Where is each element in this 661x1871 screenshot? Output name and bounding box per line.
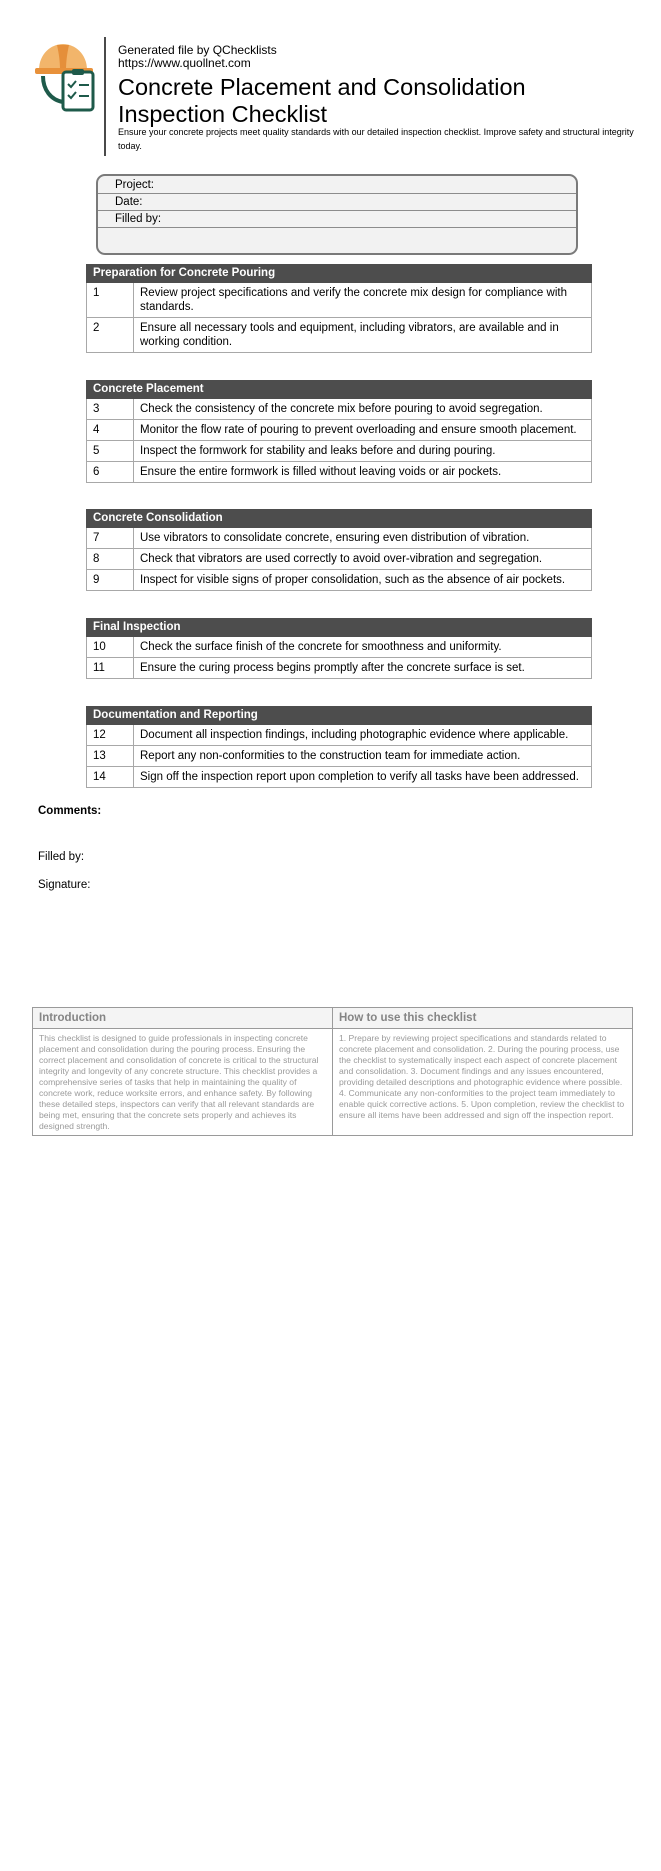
item-text: Ensure the entire formwork is filled without leaving voids or air pockets. [140,466,502,478]
section-title: Documentation and Reporting [86,706,592,725]
item-text: Inspect the formwork for stability and leaks before and during pouring. [140,445,496,457]
checklist-row[interactable] [86,399,592,420]
header-divider [104,37,106,156]
source-url[interactable]: https://www.quollnet.com [118,56,251,70]
item-text: Inspect for visible signs of proper consolidation, such as the absence of air pockets. [140,574,566,586]
item-number: 11 [87,658,134,678]
item-number: 6 [87,462,134,482]
item-number: 10 [87,637,134,657]
section-preparation [86,264,592,353]
hard-hat-checklist-logo-icon [33,40,103,112]
introduction-text: This checklist is designed to guide professionals in inspecting concrete placement and consolidation during the pouring process. Ensuring the correct placement and consolidation of concrete is critical to the structural integrity and longevity of any concrete structure. This checklist provides a comprehensive series of tasks that help in maintaining the quality of concrete work, reduce worksite errors, and enhance safety. By following these detailed steps, inspectors can verify that all relevant standards are being met, ensuring that the concrete sets properly and achieves its designed strength. [39,1033,319,1131]
checklist-row[interactable] [86,725,592,746]
introduction-column [33,1008,332,1135]
signature-label: Signature: [38,879,91,891]
item-text: Review project specifications and verify the concrete mix design for compliance with standards. [140,287,567,313]
item-number: 5 [87,441,134,461]
checklist-row[interactable] [86,549,592,570]
checklist-row[interactable] [86,570,592,591]
filled-by-label: Filled by: [38,851,85,863]
item-text: Ensure the curing process begins promptly after the concrete surface is set. [140,662,525,674]
checklist-row[interactable] [86,420,592,441]
howto-text: 1. Prepare by reviewing project specifications and standards related to concrete placement and consolidation. 2. During the pouring process, use the checklist to systematically inspect each aspect of concrete placement and consolidation. 3. Document findings and any issues encountered, providing detailed descriptions and photographic evidence where possible. 4. Communicate any non-conformities to the project team immediately to enable quick corrective actions. 5. Upon completion, review the checklist to ensure all items have been addressed and sign off the inspection report. [339,1033,625,1120]
item-text: Check the surface finish of the concrete for smoothness and uniformity. [140,641,502,653]
checklist-row[interactable] [86,658,592,679]
comments-label: Comments: [38,805,102,817]
item-number: 12 [87,725,134,745]
item-text: Ensure all necessary tools and equipment, including vibrators, are available and in working condition. [140,322,559,348]
page-subtitle: Ensure your concrete projects meet quality standards with our detailed inspection checklist. Improve safety and structural integrity today. [118,127,634,151]
checklist-row[interactable] [86,637,592,658]
section-final-inspection [86,618,592,679]
project-field[interactable]: Project: [98,176,576,194]
item-number: 1 [87,283,134,317]
checklist-row[interactable] [86,283,592,318]
checklist-row[interactable] [86,767,592,788]
checklist-row[interactable] [86,528,592,549]
page-title: Concrete Placement and Consolidation Inspection Checklist [118,74,526,127]
checklist-row[interactable] [86,441,592,462]
section-title: Concrete Placement [86,380,592,399]
howto-column [332,1008,632,1135]
generated-by-text: Generated file by QChecklists [118,43,277,57]
item-number: 9 [87,570,134,590]
item-text: Use vibrators to consolidate concrete, ensuring even distribution of vibration. [140,532,530,544]
section-title: Final Inspection [86,618,592,637]
item-number: 4 [87,420,134,440]
intro-table [32,1007,633,1136]
section-title: Concrete Consolidation [86,509,592,528]
item-text: Sign off the inspection report upon completion to verify all tasks have been addressed. [140,771,579,783]
filled-by-field[interactable]: Filled by: [98,211,576,228]
date-field[interactable]: Date: [98,194,576,211]
checklist-row[interactable] [86,462,592,483]
item-number: 7 [87,528,134,548]
project-info-box [96,174,578,255]
item-text: Check that vibrators are used correctly to avoid over-vibration and segregation. [140,553,543,565]
checklist-row[interactable] [86,746,592,767]
item-number: 3 [87,399,134,419]
howto-title: How to use this checklist [333,1008,632,1029]
section-documentation [86,706,592,788]
item-text: Monitor the flow rate of pouring to prevent overloading and ensure smooth placement. [140,424,577,436]
section-consolidation [86,509,592,591]
section-placement [86,380,592,483]
section-title: Preparation for Concrete Pouring [86,264,592,283]
item-number: 2 [87,318,134,352]
introduction-title: Introduction [33,1008,332,1029]
item-number: 13 [87,746,134,766]
checklist-row[interactable] [86,318,592,353]
item-number: 8 [87,549,134,569]
item-number: 14 [87,767,134,787]
item-text: Document all inspection findings, including photographic evidence where applicable. [140,729,569,741]
item-text: Report any non-conformities to the construction team for immediate action. [140,750,521,762]
item-text: Check the consistency of the concrete mix before pouring to avoid segregation. [140,403,543,415]
